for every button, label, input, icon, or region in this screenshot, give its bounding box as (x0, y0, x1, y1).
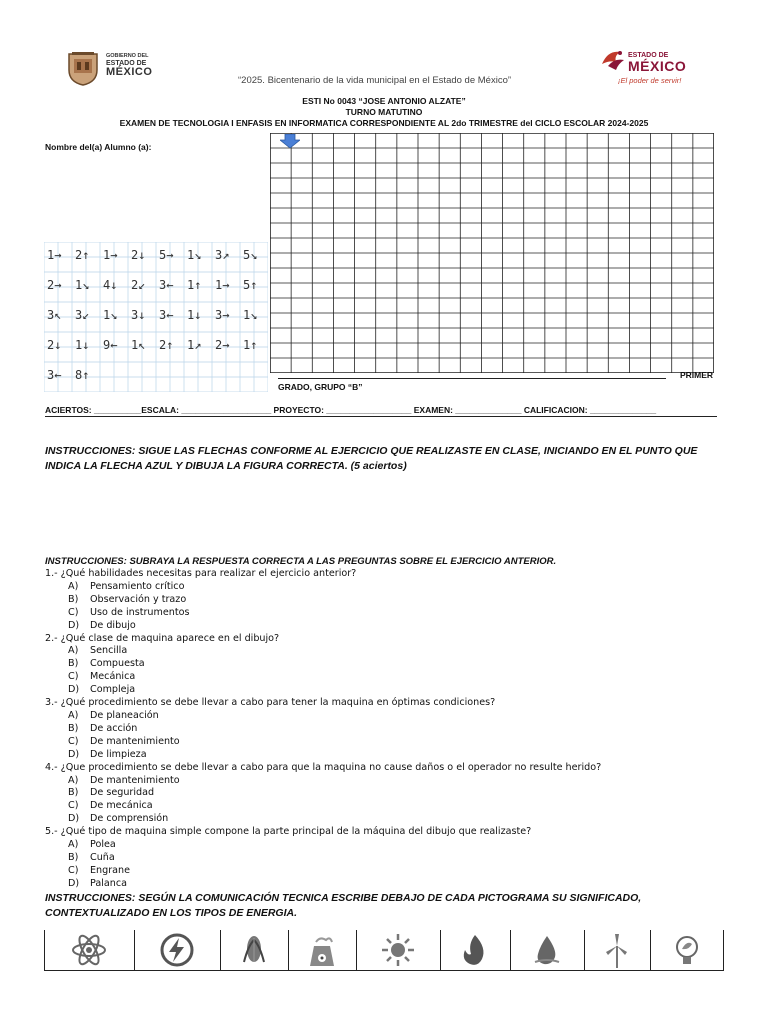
arrow-step: 5↘ (243, 248, 258, 262)
option-letter: C) (68, 800, 79, 812)
answer-option[interactable] (45, 749, 745, 762)
instructions-quiz: INSTRUCCIONES: SUBRAYA LA RESPUESTA CORRECTA A LAS PREGUNTAS SOBRE EL EJERCICIO ANTERIOR. (45, 556, 557, 567)
pictogram-cell (220, 930, 288, 970)
bird-emblem-icon (598, 46, 628, 76)
wind-turbine-icon (597, 932, 637, 968)
option-letter: D) (68, 684, 80, 696)
exam-title: EXAMEN DE TECNOLOGIA I ENFASIS EN INFORMATICA CORRESPONDIENTE AL 2do TRIMESTRE del CICLO ESCOLAR 2024-2025 (119, 118, 649, 128)
answer-option[interactable] (45, 658, 745, 671)
arrow-step: 2→ (215, 338, 230, 352)
edomex-logo (598, 44, 708, 84)
question-4: 4.- ¿Que procedimiento se debe llevar a cabo para que la maquina no cause daños o el operador no resulte herido? (45, 761, 602, 773)
pictogram-cell (584, 930, 650, 970)
option-text: Sencilla (90, 645, 128, 657)
option-letter: C) (68, 864, 79, 876)
option-text: Compleja (90, 684, 136, 696)
arrow-step: 1↓ (187, 308, 202, 322)
option-letter: C) (68, 671, 79, 683)
question-3: 3.- ¿Qué procedimiento se debe llevar a cabo para tener la maquina en óptimas condiciones? (45, 697, 496, 709)
answer-option[interactable] (45, 800, 745, 813)
arrow-step: 2↓ (47, 338, 62, 352)
arrow-step: 3→ (215, 308, 230, 322)
arrow-step: 2↑ (75, 248, 90, 262)
gov-logo-line3: MÉXICO (106, 66, 153, 79)
option-text: De dibujo (90, 619, 136, 631)
nuclear-plant-icon (302, 932, 342, 968)
student-name-label: Nombre del(a) Alumno (a): (45, 142, 152, 152)
drawing-grid[interactable] (270, 133, 714, 373)
arrow-step: 1↑ (243, 338, 258, 352)
option-text: Polea (90, 839, 116, 851)
option-letter: A) (68, 774, 79, 786)
question-5: 5.- ¿Qué tipo de maquina simple compone la parte principal de la máquina del dibujo que realizaste? (45, 826, 532, 838)
edomex-slogan: ¡El poder de servir! (618, 76, 682, 85)
arrow-step: 3← (159, 278, 174, 292)
answer-option[interactable] (45, 645, 745, 658)
option-letter: B) (68, 658, 79, 670)
arrow-step: 3↖ (47, 308, 62, 322)
answer-option[interactable] (45, 671, 745, 684)
bulb-leaf-icon (667, 932, 707, 968)
answer-option[interactable] (45, 865, 745, 878)
sun-icon (378, 932, 418, 968)
score-rule (45, 416, 717, 417)
option-text: De mantenimiento (90, 774, 180, 786)
option-letter: D) (68, 877, 80, 889)
option-letter: A) (68, 580, 79, 592)
grade-group: GRADO, GRUPO “B” (278, 382, 363, 392)
arrow-step: 4↓ (103, 278, 118, 292)
arrow-step: 3↓ (131, 308, 146, 322)
arrow-step: 5→ (159, 248, 174, 262)
gov-logo-line2: ESTADO DE (106, 59, 147, 67)
arrow-step: 1↖ (131, 338, 146, 352)
option-text: De limpieza (90, 748, 147, 760)
option-text: Cuña (90, 851, 115, 863)
option-text: Pensamiento crítico (90, 580, 185, 592)
pictogram-cell (44, 930, 134, 970)
pictogram-cell (288, 930, 356, 970)
question-1: 1.- ¿Qué habilidades necesitas para realizar el ejercicio anterior? (45, 568, 357, 579)
arrow-step: 1→ (215, 278, 230, 292)
option-text: Mecánica (90, 671, 136, 683)
arrow-step: 1↘ (103, 308, 118, 322)
option-letter: A) (68, 645, 79, 657)
pictogram-row (44, 930, 724, 971)
option-letter: B) (68, 851, 79, 863)
answer-option[interactable] (45, 775, 745, 788)
arrow-step: 5↑ (243, 278, 258, 292)
instructions-arrows: INSTRUCCIONES: SIGUE LAS FLECHAS CONFORME AL EJERCICIO QUE REALIZASTE EN CLASE, INICIANDO EN EL PUNTO QUE INDICA LA FLECHA AZUL Y DIBUJA LA FIGURA CORRECTA. (5 aciertos) (45, 445, 698, 472)
arrow-step: 1→ (47, 248, 62, 262)
arrow-step: 1↘ (187, 248, 202, 262)
option-text: Uso de instrumentos (90, 606, 190, 618)
answer-option[interactable] (45, 594, 745, 607)
option-text: Observación y trazo (90, 593, 187, 605)
option-letter: D) (68, 813, 80, 825)
gov-logo-line1: GOBIERNO DEL (106, 53, 149, 59)
answer-option[interactable] (45, 736, 745, 749)
answer-option[interactable] (45, 878, 745, 891)
answer-option[interactable] (45, 710, 745, 723)
option-text: De seguridad (90, 787, 155, 799)
pictogram-cell (650, 930, 724, 970)
arrow-step: 8↑ (75, 368, 90, 382)
arrow-step: 2↑ (159, 338, 174, 352)
option-text: De mecánica (90, 800, 153, 812)
arrow-step: 1↓ (75, 338, 90, 352)
option-letter: D) (68, 748, 80, 760)
edomex-logo-line1: ESTADO DE (628, 52, 669, 59)
arrow-step: 1→ (103, 248, 118, 262)
option-text: De mantenimiento (90, 735, 180, 747)
option-text: De planeación (90, 709, 159, 721)
arrow-step: 1↑ (187, 278, 202, 292)
arrow-step: 2→ (47, 278, 62, 292)
option-text: Compuesta (90, 658, 145, 670)
arrow-step: 3← (47, 368, 62, 382)
score-line: ACIERTOS: __________ESCALA: ___________________ PROYECTO: __________________ EXAMEN: ______________ CALIFICACION: ______________ (45, 405, 657, 415)
option-text: De acción (90, 722, 138, 734)
option-text: De comprensión (90, 813, 169, 825)
quiz-questions (45, 568, 745, 891)
answer-option[interactable] (45, 723, 745, 736)
option-letter: D) (68, 619, 80, 631)
header-motto: “2025. Bicentenario de la vida municipal en el Estado de México” (238, 75, 512, 86)
answer-option[interactable] (45, 852, 745, 865)
option-letter: C) (68, 735, 79, 747)
option-text: Engrane (90, 864, 131, 876)
edomex-logo-line2: MÉXICO (628, 58, 687, 74)
lightning-icon (157, 932, 197, 968)
option-letter: B) (68, 787, 79, 799)
option-letter: B) (68, 593, 79, 605)
answer-option[interactable] (45, 839, 745, 852)
student-name-line (278, 378, 666, 379)
answer-option[interactable] (45, 581, 745, 594)
arrow-step: 2↙ (131, 278, 146, 292)
option-letter: A) (68, 709, 79, 721)
option-letter: C) (68, 606, 79, 618)
arrow-step: 1↘ (243, 308, 258, 322)
answer-option[interactable] (45, 620, 745, 633)
pictogram-cell (510, 930, 584, 970)
flame-icon (455, 932, 495, 968)
arrow-step: 3↙ (75, 308, 90, 322)
arrow-step: 3↗ (215, 248, 230, 262)
arrow-step: 1↗ (187, 338, 202, 352)
question-2: 2.- ¿Qué clase de maquina aparece en el dibujo? (45, 632, 280, 644)
start-arrow-icon (280, 134, 300, 148)
pictogram-cell (440, 930, 510, 970)
pictogram-cell (134, 930, 220, 970)
government-logo (66, 50, 178, 88)
arrow-step: 3← (159, 308, 174, 322)
arrow-step: 2↓ (131, 248, 146, 262)
water-drop-icon (527, 932, 567, 968)
school-name: ESTI No 0043 “JOSE ANTONIO ALZATE” (302, 96, 466, 106)
pictogram-cell (356, 930, 440, 970)
answer-option[interactable] (45, 684, 745, 697)
option-text: Palanca (90, 877, 128, 889)
answer-option[interactable] (45, 787, 745, 800)
coat-of-arms-icon (66, 50, 100, 86)
arrow-step: 1↘ (75, 278, 90, 292)
arrow-step: 9← (103, 338, 118, 352)
answer-option[interactable] (45, 607, 745, 620)
option-letter: A) (68, 839, 79, 851)
option-letter: B) (68, 722, 79, 734)
corn-icon (234, 932, 274, 968)
instructions-pictograms: INSTRUCCIONES: SEGÚN LA COMUNICACIÓN TECNICA ESCRIBE DEBAJO DE CADA PICTOGRAMA SU SIGNIFICADO, CONTEXTUALIZADO EN LOS TIPOS DE ENERGIA. (45, 892, 642, 919)
arrow-sequence-table (44, 242, 268, 392)
atom-icon (69, 932, 109, 968)
grade-primer: PRIMER (680, 370, 714, 380)
shift: TURNO MATUTINO (345, 107, 423, 117)
answer-option[interactable] (45, 813, 745, 826)
